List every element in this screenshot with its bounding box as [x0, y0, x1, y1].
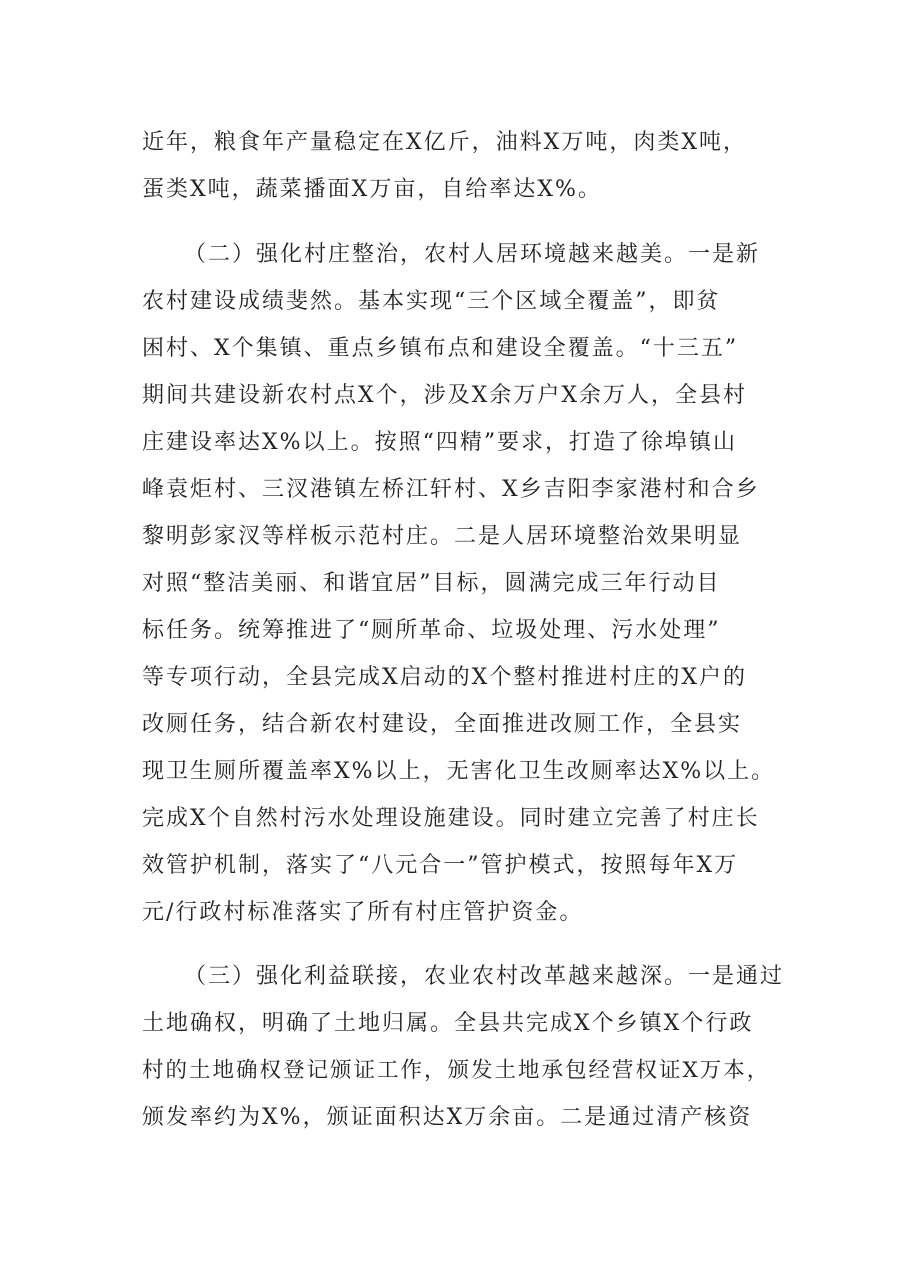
- paragraph-line: 标任务。统筹推进了“厕所革命、垃圾处理、污水处理”: [142, 618, 721, 643]
- paragraph-line: 改厕任务，结合新农村建设，全面推进改厕工作，全县实: [142, 712, 743, 737]
- paragraph-line: 黎明彭家汊等样板示范村庄。二是人居环境整治效果明显: [142, 524, 743, 549]
- paragraph-line: 现卫生厕所覆盖率X%以上，无害化卫生改厕率达X%以上。: [142, 759, 776, 784]
- paragraph-line: 困村、X个集镇、重点乡镇布点和建设全覆盖。“十三五”: [142, 336, 739, 361]
- section-heading-line: （二）强化村庄整治，农村人居环境越来越美。一是新: [184, 242, 761, 267]
- paragraph-line: 近年，粮食年产量稳定在X亿斤，油料X万吨，肉类X吨，: [142, 130, 747, 155]
- paragraph-line: 农村建设成绩斐然。基本实现“三个区域全覆盖”，即贫: [142, 289, 721, 314]
- paragraph-line: 效管护机制，落实了“八元合一”管护模式，按照每年X万: [142, 853, 739, 878]
- paragraph-line: 完成X个自然村污水处理设施建设。同时建立完善了村庄长: [142, 806, 760, 831]
- section-heading-line: （三）强化利益联接，农业农村改革越来越深。一是通过: [184, 964, 785, 989]
- paragraph-line: 颁发率约为X%，颁证面积达X万余亩。二是通过清产核资: [142, 1105, 753, 1130]
- paragraph-line: 村的土地确权登记颁证工作，颁发土地承包经营权证X万本，: [142, 1058, 771, 1083]
- paragraph-line: 期间共建设新农村点X个，涉及X余万户X余万人，全县村: [142, 383, 747, 408]
- paragraph-line: 土地确权，明确了土地归属。全县共完成X个乡镇X个行政: [142, 1011, 754, 1036]
- paragraph-line: 元/行政村标准落实了所有村庄管护资金。: [142, 900, 584, 925]
- paragraph-line: 蛋类X吨，蔬菜播面X万亩，自给率达X%。: [142, 177, 602, 202]
- paragraph-line: 峰袁炬村、三汊港镇左桥江轩村、X乡吉阳李家港村和合乡: [142, 477, 760, 502]
- paragraph-line: 等专项行动，全县完成X启动的X个整村推进村庄的X户的: [142, 665, 747, 690]
- paragraph-line: 对照“整洁美丽、和谐宜居”目标，圆满完成三年行动目: [142, 571, 721, 596]
- paragraph-line: 庄建设率达X%以上。按照“四精”要求，打造了徐埠镇山: [142, 430, 738, 455]
